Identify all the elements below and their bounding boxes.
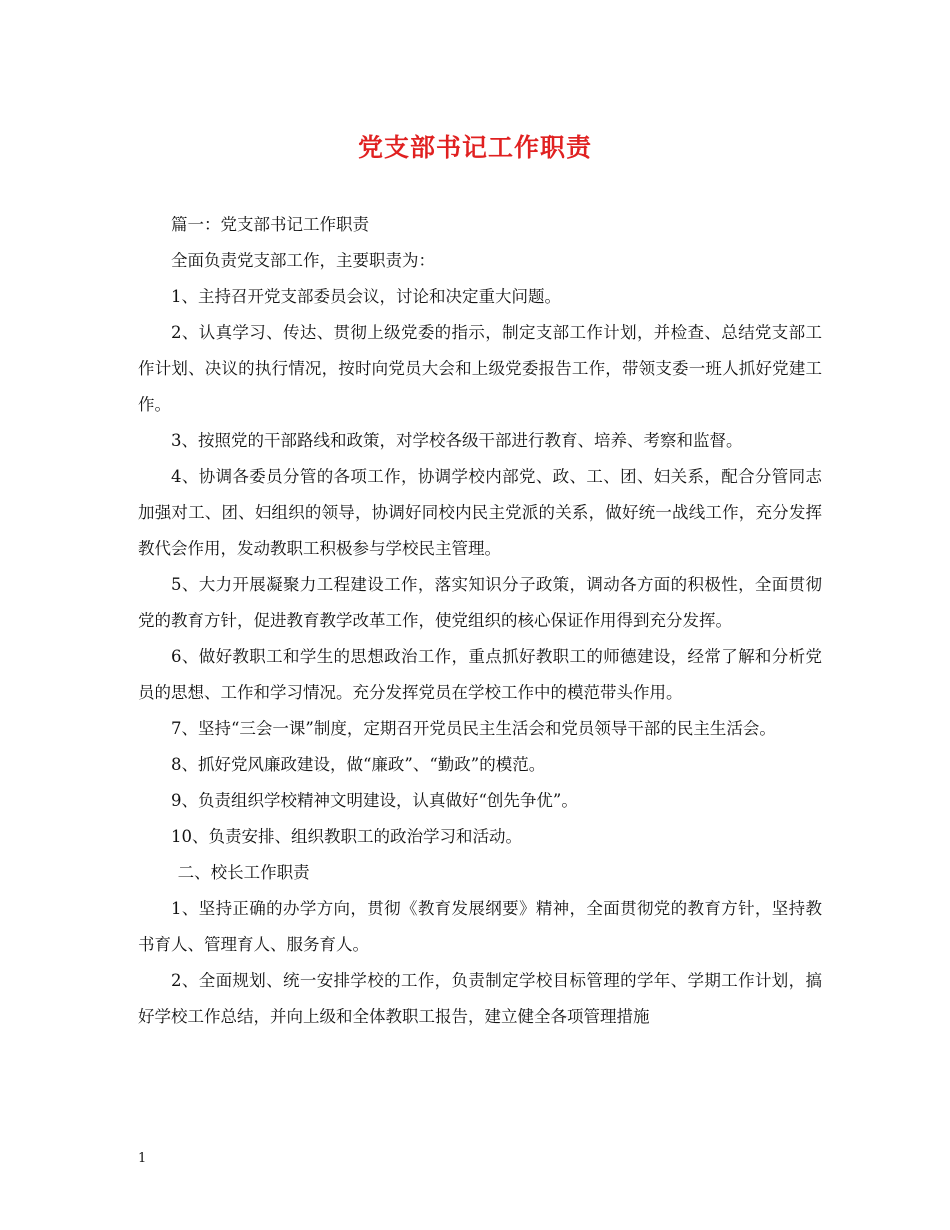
paragraph: 全面负责党支部工作，主要职责为： <box>171 251 435 270</box>
section-heading: 二、校长工作职责 <box>177 863 310 882</box>
paragraph: 2、认真学习、传达、贯彻上级党委的指示，制定支部工作计划，并检查、总结党支部工作计划、决议的执行情况，按时向党员大会和上级党委报告工作，带领支委一班人抓好党建工作。 <box>138 323 822 414</box>
paragraph: 2、全面规划、统一安排学校的工作，负责制定学校目标管理的学年、学期工作计划，搞好学校工作总结，并向上级和全体教职工报告，建立健全各项管理措施 <box>138 971 822 1026</box>
paragraph: 10、负责安排、组织教职工的政治学习和活动。 <box>171 827 522 846</box>
paragraph: 4、协调各委员分管的各项工作，协调学校内部党、政、工、团、妇关系，配合分管同志加强对工、团、妇组织的领导，协调好同校内民主党派的关系，做好统一战线工作，充分发挥教代会作用，发动教职工积极参与学校民主管理。 <box>138 467 822 558</box>
paragraph: 篇一：党支部书记工作职责 <box>171 215 369 234</box>
page-number: 1 <box>138 1151 147 1166</box>
paragraph: 3、按照党的干部路线和政策，对学校各级干部进行教育、培养、考察和监督。 <box>171 431 743 450</box>
paragraph: 7、坚持“三会一课”制度，定期召开党员民主生活会和党员领导干部的民主生活会。 <box>171 719 776 738</box>
paragraph: 6、做好教职工和学生的思想政治工作，重点抓好教职工的师德建设，经常了解和分析党员的思想、工作和学习情况。充分发挥党员在学校工作中的模范带头作用。 <box>138 647 822 702</box>
paragraph: 8、抓好党风廉政建设，做“廉政”、“勤政”的模范。 <box>171 755 546 774</box>
paragraph: 9、负责组织学校精神文明建设，认真做好“创先争优”。 <box>171 791 578 810</box>
paragraph: 1、坚持正确的办学方向，贯彻《教育发展纲要》精神，全面贯彻党的教育方针，坚持教书育人、管理育人、服务育人。 <box>138 899 822 954</box>
paragraph: 5、大力开展凝聚力工程建设工作，落实知识分子政策，调动各方面的积极性，全面贯彻党的教育方针，促进教育教学改革工作，使党组织的核心保证作用得到充分发挥。 <box>138 575 822 630</box>
document-title: 党支部书记工作职责 <box>357 133 592 162</box>
document-body <box>138 207 822 1035</box>
paragraph: 1、主持召开党支部委员会议，讨论和决定重大问题。 <box>171 287 561 306</box>
